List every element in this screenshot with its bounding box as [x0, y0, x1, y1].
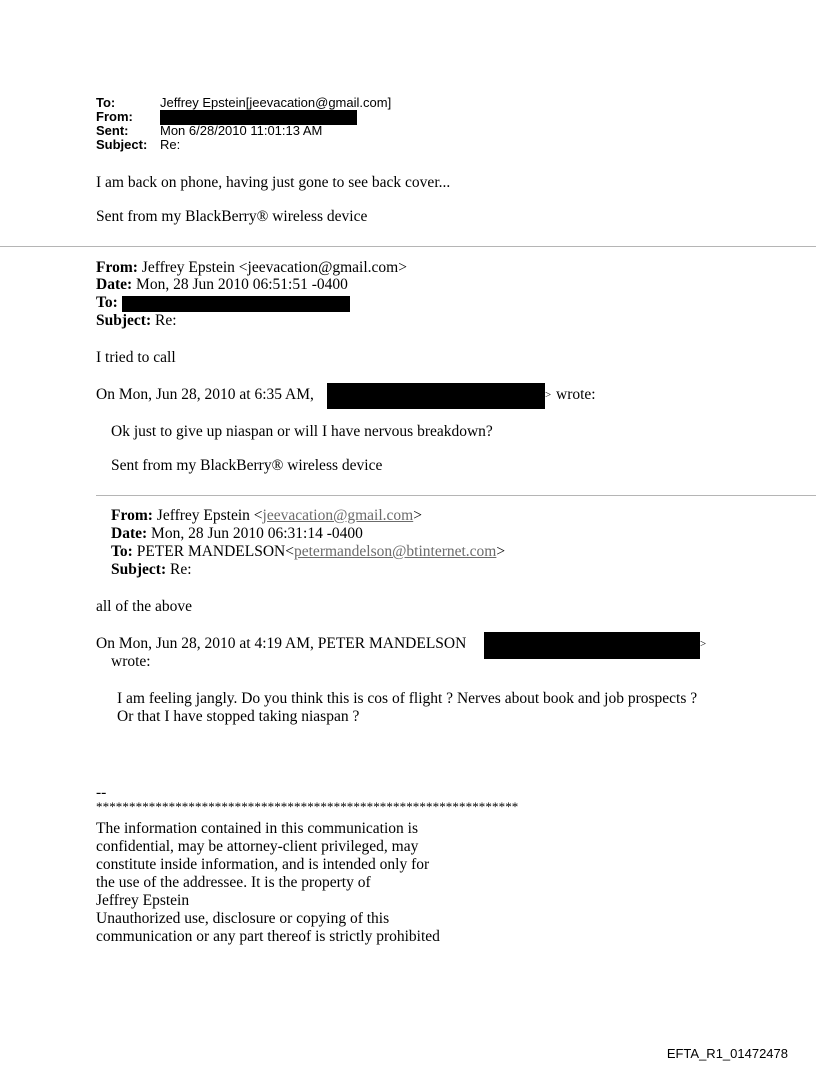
disclaimer-line: communication or any part thereof is strictly prohibited	[96, 928, 440, 945]
to-value: Jeffrey Epstein[jeevacation@gmail.com]	[160, 95, 392, 110]
sent-label: Sent:	[96, 123, 129, 138]
reply-to-line	[96, 294, 118, 312]
nested-date-value: Mon, 28 Jun 2010 06:31:14 -0400	[147, 525, 363, 542]
subject-label: Subject:	[96, 137, 148, 152]
reply-to-label: To:	[96, 294, 118, 311]
message-body: I am back on phone, having just gone to see back cover...	[96, 174, 451, 191]
disclaimer-line: The information contained in this communication is	[96, 820, 418, 837]
header-subject-row	[96, 138, 696, 152]
nested-date-label: Date:	[111, 525, 148, 542]
nested-from-line	[111, 507, 422, 525]
nested-from-label: From:	[111, 507, 153, 524]
disclaimer-stars: ****************************************************************	[96, 799, 519, 814]
reply-from-line	[96, 259, 407, 277]
nested-quote-wrote: wrote:	[111, 653, 151, 670]
disclaimer-dashes: --	[96, 784, 107, 801]
disclaimer-line: confidential, may be attorney-client privileged, may	[96, 838, 419, 855]
redaction-bar	[122, 296, 350, 312]
nested-quoted-line: I am feeling jangly. Do you think this is cos of flight ? Nerves about book and job prospects ?	[117, 690, 698, 707]
to-label: To:	[96, 95, 116, 110]
disclaimer-line: constitute inside information, and is intended only for	[96, 856, 430, 873]
nested-quote-intro-suffix: >	[700, 638, 707, 650]
reply-date-line	[96, 276, 348, 294]
nested-body: all of the above	[96, 598, 192, 615]
nested-quote-intro-prefix: On Mon, Jun 28, 2010 at 4:19 AM, PETER MANDELSON	[96, 635, 467, 652]
nested-date-line	[111, 525, 363, 543]
disclaimer-line: the use of the addressee. It is the property of	[96, 874, 371, 891]
reply-from-value: Jeffrey Epstein <jeevacation@gmail.com>	[137, 259, 407, 276]
quote-intro-suffix: wrote:	[556, 386, 596, 403]
document-id: EFTA_R1_01472478	[666, 1046, 788, 1061]
from-label: From:	[96, 109, 133, 124]
nested-from-suffix: >	[413, 507, 422, 524]
nested-to-suffix: >	[496, 543, 506, 560]
disclaimer-line: Unauthorized use, disclosure or copying of this	[96, 910, 390, 927]
email-link[interactable]: jeevacation@gmail.com	[262, 507, 414, 524]
quoted-signature: Sent from my BlackBerry® wireless device	[111, 457, 383, 474]
email-link[interactable]: petermandelson@btinternet.com	[294, 543, 497, 560]
reply-from-label: From:	[96, 259, 138, 276]
nested-to-prefix: PETER MANDELSON<	[132, 543, 294, 560]
nested-subject-line	[111, 561, 192, 579]
reply-subject-label: Subject:	[96, 312, 152, 329]
header-sent-row	[96, 124, 696, 138]
header-to-row	[96, 96, 696, 110]
nested-to-label: To:	[111, 543, 133, 560]
header-from-row	[96, 110, 696, 124]
sent-value: Mon 6/28/2010 11:01:13 AM	[160, 123, 323, 138]
reply-date-value: Mon, 28 Jun 2010 06:51:51 -0400	[132, 276, 348, 293]
quoted-body: Ok just to give up niaspan or will I have nervous breakdown?	[111, 423, 493, 440]
nested-from-prefix: Jeffrey Epstein <	[152, 507, 263, 524]
divider	[96, 495, 816, 496]
redaction-bar	[484, 632, 700, 659]
reply-body: I tried to call	[96, 349, 176, 366]
reply-subject-line	[96, 312, 177, 330]
nested-subject-value: Re:	[166, 561, 192, 578]
subject-value: Re:	[160, 137, 181, 152]
disclaimer-line: Jeffrey Epstein	[96, 892, 190, 909]
divider	[0, 246, 816, 247]
redaction-bar	[327, 383, 545, 409]
message-signature: Sent from my BlackBerry® wireless device	[96, 208, 368, 225]
reply-date-label: Date:	[96, 276, 133, 293]
quote-intro-angle: >	[545, 389, 552, 401]
reply-subject-value: Re:	[151, 312, 177, 329]
email-header	[96, 96, 696, 152]
quote-intro-prefix: On Mon, Jun 28, 2010 at 6:35 AM,	[96, 386, 314, 403]
nested-quoted-line: Or that I have stopped taking niaspan ?	[117, 708, 360, 725]
nested-to-line	[111, 543, 505, 561]
nested-subject-label: Subject:	[111, 561, 167, 578]
